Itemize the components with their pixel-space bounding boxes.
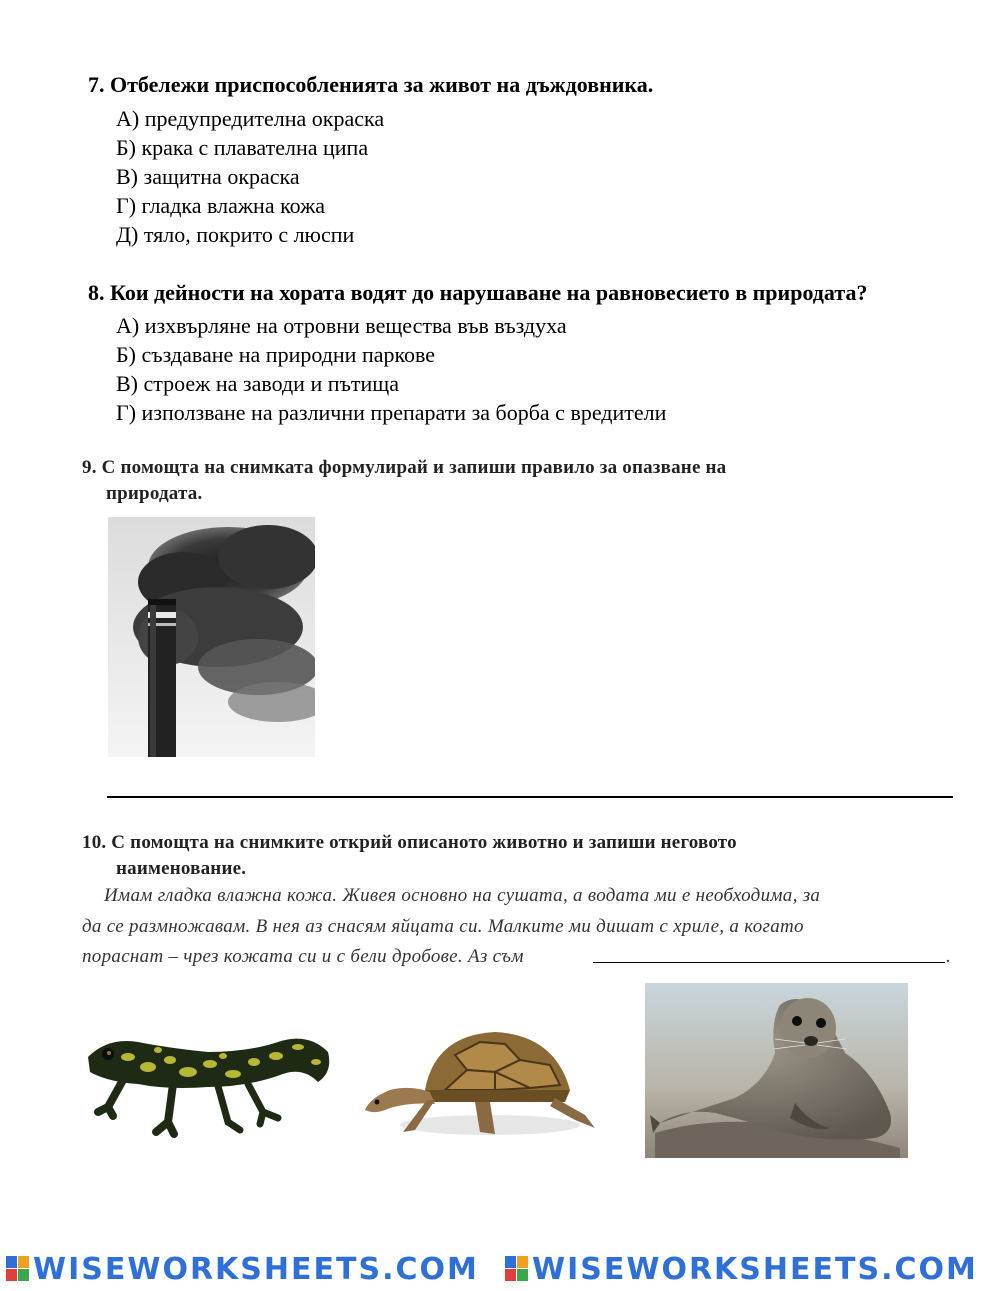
wiseworksheets-logo-icon — [6, 1256, 30, 1282]
q7-option-d[interactable]: Г) гладка влажна кожа — [116, 193, 326, 218]
q8-option-d[interactable]: Г) използване на различни препарати за борба с вредители — [116, 400, 667, 425]
q8-option-a[interactable]: А) изхвърляне на отровни вещества във въздуха — [116, 313, 567, 338]
q10-text-line2: да се размножавам. В нея аз снасям яйцата си. Малките ми дишат с хриле, а когато — [82, 916, 804, 937]
q9-title-line2: природата. — [106, 483, 203, 504]
q9-answer-line[interactable] — [107, 796, 953, 798]
tortoise-photo — [355, 1020, 605, 1150]
q8-title: 8. Кои дейности на хората водят до нарушаване на равновесието в природата? — [88, 280, 868, 305]
q8-option-b[interactable]: Б) създаване на природни паркове — [116, 342, 436, 367]
wiseworksheets-logo-icon — [505, 1256, 529, 1282]
q10-text-line3: пораснат – чрез кожата си и с бели дробове. Аз съм — [82, 946, 524, 967]
brand-text-2: WISEWORKSHEETS.COM — [532, 1252, 978, 1287]
q7-option-c[interactable]: В) защитна окраска — [116, 164, 300, 189]
q7-option-b[interactable]: Б) крака с плавателна ципа — [116, 135, 369, 160]
brand-text-1: WISEWORKSHEETS.COM — [33, 1252, 479, 1287]
q9-title-line1: 9. С помощта на снимката формулирай и запиши правило за опазване на — [82, 457, 727, 478]
q7-option-e[interactable]: Д) тяло, покрито с люспи — [116, 222, 355, 247]
seal-photo — [645, 983, 908, 1158]
q7-title: 7. Отбележи приспособленията за живот на дъждовника. — [88, 72, 654, 97]
smokestack-pollution-photo — [108, 517, 315, 757]
q10-text-end: . — [946, 946, 952, 967]
q10-title-line2: наименование. — [116, 858, 247, 879]
salamander-photo — [78, 1012, 340, 1152]
q10-text-line1: Имам гладка влажна кожа. Живея основно на сушата, а водата ми е необходима, за — [104, 885, 821, 906]
q10-title-line1: 10. С помощта на снимките открий описаното животно и запиши неговото — [82, 832, 737, 853]
q7-option-a[interactable]: А) предупредителна окраска — [116, 106, 385, 131]
footer-branding — [0, 1252, 1000, 1288]
q10-answer-line[interactable] — [593, 962, 945, 963]
q8-option-c[interactable]: В) строеж на заводи и пътища — [116, 371, 399, 396]
